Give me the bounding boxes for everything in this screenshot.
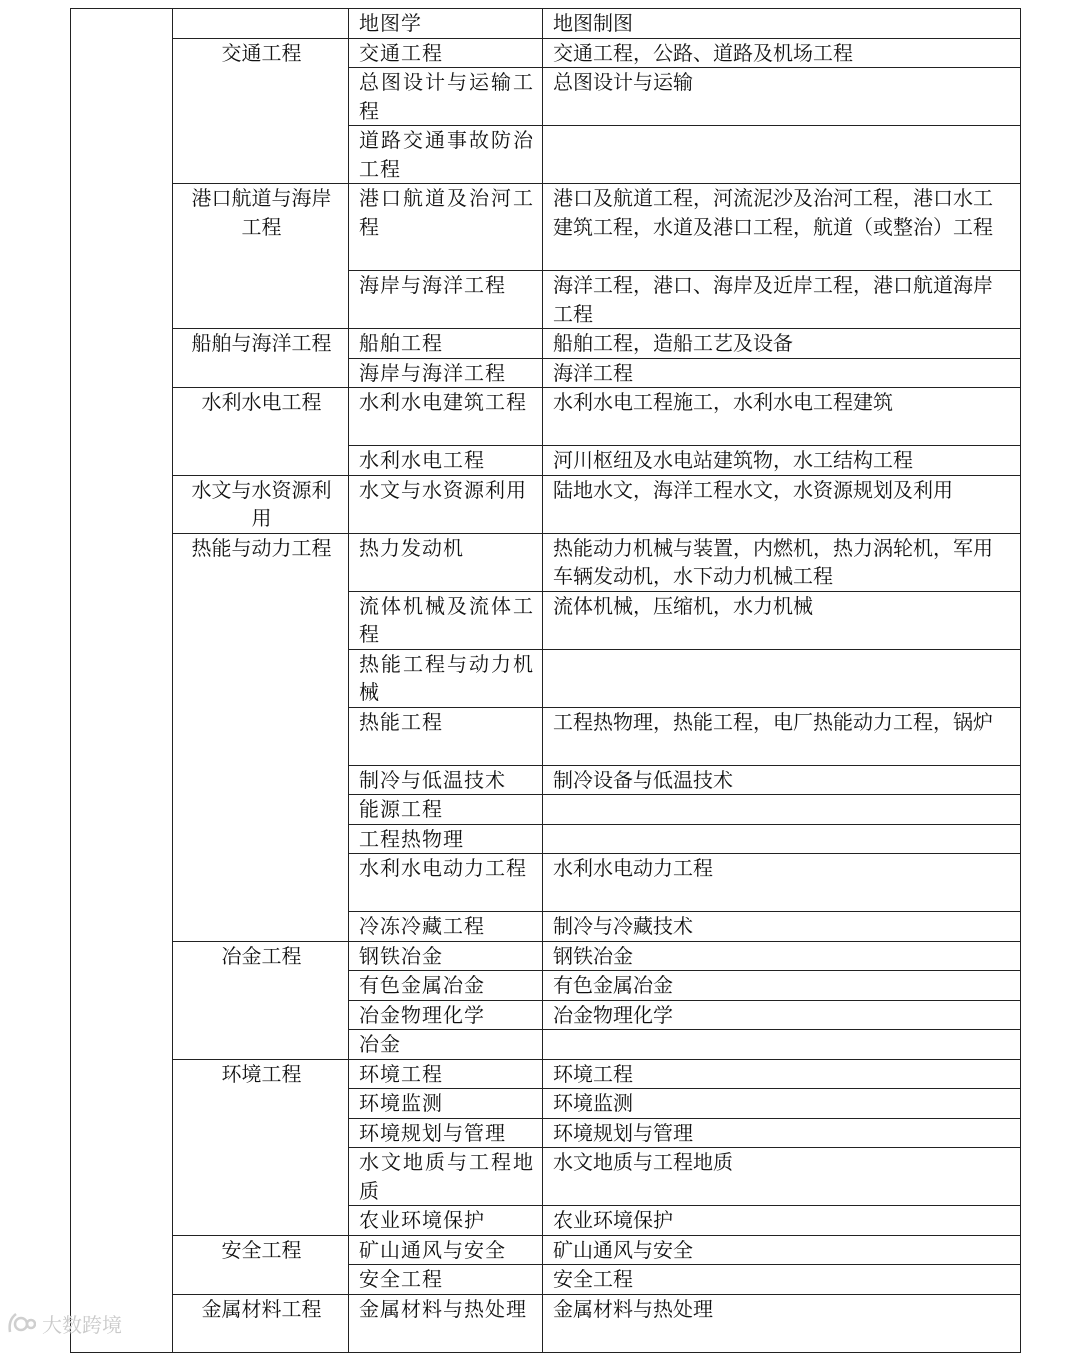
equivalent-major-cell: 钢铁冶金 — [543, 941, 1021, 971]
equivalent-major-cell: 热能动力机械与装置，内燃机，热力涡轮机，军用车辆发动机，水下动力机械工程 — [543, 533, 1021, 591]
sub-major-cell: 水文与水资源利用 — [349, 475, 543, 533]
sub-major-cell: 制冷与低温技术 — [349, 765, 543, 795]
equivalent-major-cell: 金属材料与热处理 — [543, 1294, 1021, 1352]
sub-major-cell: 海岸与海洋工程 — [349, 358, 543, 388]
sub-major-cell: 船舶工程 — [349, 329, 543, 359]
major-cell: 水文与水资源利用 — [173, 475, 349, 533]
equivalent-major-cell: 水利水电动力工程 — [543, 854, 1021, 912]
sub-major-cell: 总图设计与运输工程 — [349, 68, 543, 126]
equivalent-major-cell: 农业环境保护 — [543, 1206, 1021, 1236]
sub-major-cell: 冶金 — [349, 1030, 543, 1060]
table-row — [71, 1059, 1021, 1089]
sub-major-cell: 农业环境保护 — [349, 1206, 543, 1236]
sub-major-cell: 环境规划与管理 — [349, 1118, 543, 1148]
watermark — [6, 1306, 122, 1340]
table-row — [71, 941, 1021, 971]
sub-major-cell: 环境监测 — [349, 1089, 543, 1119]
equivalent-major-cell: 港口及航道工程，河流泥沙及治河工程，港口水工建筑工程，水道及港口工程，航道（或整治）工程 — [543, 184, 1021, 271]
equivalent-major-cell: 环境工程 — [543, 1059, 1021, 1089]
equivalent-major-cell: 水文地质与工程地质 — [543, 1148, 1021, 1206]
equivalent-major-cell: 陆地水文，海洋工程水文，水资源规划及利用 — [543, 475, 1021, 533]
sub-major-cell: 能源工程 — [349, 795, 543, 825]
major-cell: 热能与动力工程 — [173, 533, 349, 941]
sub-major-cell: 港口航道及治河工程 — [349, 184, 543, 271]
equivalent-major-cell — [543, 824, 1021, 854]
table-body — [71, 9, 1021, 1353]
sub-major-cell: 地图学 — [349, 9, 543, 39]
sub-major-cell: 热能工程与动力机械 — [349, 649, 543, 707]
table-row — [71, 1235, 1021, 1265]
table-row — [71, 388, 1021, 446]
table-row — [71, 533, 1021, 591]
equivalent-major-cell: 安全工程 — [543, 1265, 1021, 1295]
major-cell: 金属材料工程 — [173, 1294, 349, 1352]
sub-major-cell: 水利水电工程 — [349, 446, 543, 476]
major-cell: 港口航道与海岸工程 — [173, 184, 349, 329]
sub-major-cell: 矿山通风与安全 — [349, 1235, 543, 1265]
sub-major-cell: 环境工程 — [349, 1059, 543, 1089]
sub-major-cell: 交通工程 — [349, 38, 543, 68]
brand-logo-icon — [6, 1310, 36, 1336]
discipline-catalog-table — [70, 8, 1021, 1353]
sub-major-cell: 水利水电建筑工程 — [349, 388, 543, 446]
table-row — [71, 184, 1021, 271]
major-cell: 船舶与海洋工程 — [173, 329, 349, 388]
table-row — [71, 1294, 1021, 1352]
equivalent-major-cell: 矿山通风与安全 — [543, 1235, 1021, 1265]
equivalent-major-cell: 河川枢纽及水电站建筑物，水工结构工程 — [543, 446, 1021, 476]
equivalent-major-cell: 海洋工程，港口、海岸及近岸工程，港口航道海岸工程 — [543, 271, 1021, 329]
major-cell: 交通工程 — [173, 38, 349, 184]
table-row — [71, 329, 1021, 359]
sub-major-cell: 海岸与海洋工程 — [349, 271, 543, 329]
equivalent-major-cell — [543, 1030, 1021, 1060]
equivalent-major-cell: 交通工程，公路、道路及机场工程 — [543, 38, 1021, 68]
sub-major-cell: 水利水电动力工程 — [349, 854, 543, 912]
equivalent-major-cell: 船舶工程，造船工艺及设备 — [543, 329, 1021, 359]
equivalent-major-cell — [543, 795, 1021, 825]
equivalent-major-cell — [543, 649, 1021, 707]
equivalent-major-cell: 环境监测 — [543, 1089, 1021, 1119]
table-row — [71, 475, 1021, 533]
major-cell: 冶金工程 — [173, 941, 349, 1059]
table-row — [71, 9, 1021, 39]
sub-major-cell: 工程热物理 — [349, 824, 543, 854]
category-cell — [71, 9, 173, 1353]
equivalent-major-cell — [543, 126, 1021, 184]
equivalent-major-cell: 地图制图 — [543, 9, 1021, 39]
equivalent-major-cell: 环境规划与管理 — [543, 1118, 1021, 1148]
sub-major-cell: 道路交通事故防治工程 — [349, 126, 543, 184]
equivalent-major-cell: 有色金属冶金 — [543, 971, 1021, 1001]
equivalent-major-cell: 流体机械，压缩机，水力机械 — [543, 591, 1021, 649]
sub-major-cell: 有色金属冶金 — [349, 971, 543, 1001]
sub-major-cell: 钢铁冶金 — [349, 941, 543, 971]
sub-major-cell: 冷冻冷藏工程 — [349, 912, 543, 942]
sub-major-cell: 流体机械及流体工程 — [349, 591, 543, 649]
equivalent-major-cell: 总图设计与运输 — [543, 68, 1021, 126]
sub-major-cell: 安全工程 — [349, 1265, 543, 1295]
table-row — [71, 38, 1021, 68]
equivalent-major-cell: 水利水电工程施工，水利水电工程建筑 — [543, 388, 1021, 446]
equivalent-major-cell: 海洋工程 — [543, 358, 1021, 388]
equivalent-major-cell: 制冷设备与低温技术 — [543, 765, 1021, 795]
sub-major-cell: 冶金物理化学 — [349, 1000, 543, 1030]
sub-major-cell: 金属材料与热处理 — [349, 1294, 543, 1352]
sub-major-cell: 热能工程 — [349, 707, 543, 765]
sub-major-cell: 热力发动机 — [349, 533, 543, 591]
equivalent-major-cell: 制冷与冷藏技术 — [543, 912, 1021, 942]
major-cell — [173, 9, 349, 39]
major-cell: 安全工程 — [173, 1235, 349, 1294]
equivalent-major-cell: 工程热物理，热能工程，电厂热能动力工程，锅炉 — [543, 707, 1021, 765]
watermark-text: 大数跨境 — [42, 1312, 122, 1337]
major-cell: 水利水电工程 — [173, 388, 349, 476]
equivalent-major-cell: 冶金物理化学 — [543, 1000, 1021, 1030]
major-cell: 环境工程 — [173, 1059, 349, 1235]
sub-major-cell: 水文地质与工程地质 — [349, 1148, 543, 1206]
